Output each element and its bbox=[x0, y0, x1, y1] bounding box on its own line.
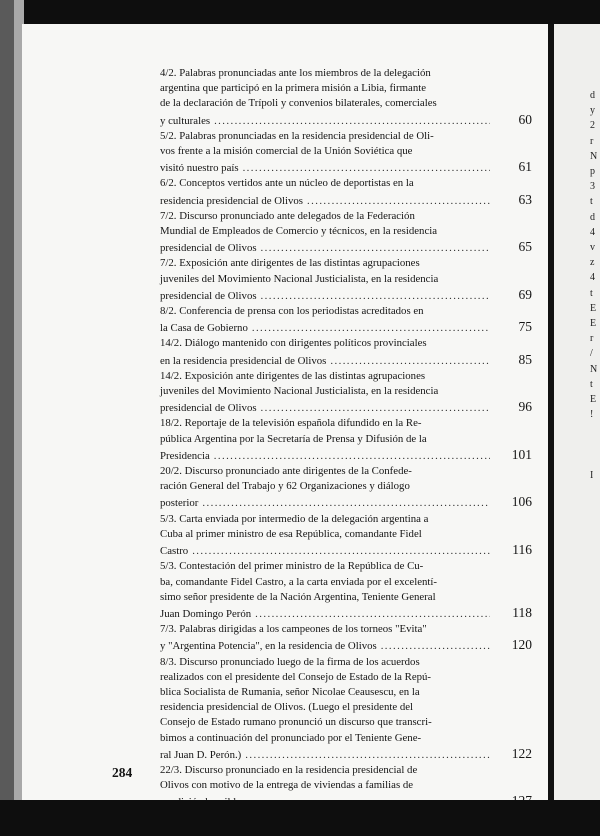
toc-entry-line: Juan Domingo Perón bbox=[160, 607, 252, 620]
adjacent-page-char: 4 bbox=[590, 272, 595, 284]
toc-page-number: 85 bbox=[518, 351, 532, 367]
adjacent-page-char: t bbox=[590, 196, 593, 208]
toc-entry-line: 7/2. Exposición ante dirigentes de las distintas agrupaciones bbox=[160, 257, 420, 270]
toc-entry-line: ral Juan D. Perón.) bbox=[160, 748, 242, 761]
toc-page-number: 60 bbox=[518, 111, 532, 127]
dot-leader bbox=[252, 321, 490, 336]
toc-page-number: 106 bbox=[511, 494, 532, 510]
toc-page-number: 63 bbox=[518, 191, 532, 207]
toc-page-number: 118 bbox=[512, 604, 532, 620]
dot-leader bbox=[261, 401, 490, 416]
toc-entry bbox=[160, 559, 532, 622]
toc-entry-line: 5/3. Contestación del primer ministro de la República de Cu- bbox=[160, 560, 424, 573]
toc-page-number: 101 bbox=[511, 446, 532, 462]
toc-page-number: 120 bbox=[511, 637, 532, 653]
toc-entry-line: 14/2. Diálogo mantenido con dirigentes políticos provinciales bbox=[160, 337, 427, 350]
toc-entry-line: Castro bbox=[160, 545, 189, 558]
toc-entry-last-line bbox=[160, 605, 532, 622]
toc-page-number: 122 bbox=[511, 745, 532, 761]
toc-entry-line: Consejo de Estado rumano pronunció un discurso que transcri- bbox=[160, 716, 432, 729]
page-number: 284 bbox=[112, 765, 133, 780]
dot-leader bbox=[381, 639, 490, 654]
dot-leader bbox=[214, 114, 490, 129]
dot-leader bbox=[214, 449, 490, 464]
toc-entry-line: y culturales bbox=[160, 114, 211, 127]
toc-entry bbox=[160, 512, 532, 560]
dot-leader bbox=[330, 354, 490, 369]
adjacent-page-char: z bbox=[590, 257, 595, 269]
adjacent-page-char: E bbox=[590, 302, 597, 314]
toc-entry-line: Presidencia bbox=[160, 449, 210, 462]
toc-entry bbox=[160, 655, 532, 763]
scan-border-top bbox=[0, 0, 600, 24]
toc-entry-line: posterior bbox=[160, 497, 199, 510]
toc-entry bbox=[160, 304, 532, 336]
toc-entry-line: 18/2. Reportaje de la televisión española difundido en la Re- bbox=[160, 417, 422, 430]
toc-entry-line: pública Argentina por la Secretaría de Prensa y Difusión de la bbox=[160, 432, 427, 445]
adjacent-page-char: I bbox=[590, 470, 594, 481]
toc-entry-line: 14/2. Exposición ante dirigentes de las distintas agrupaciones bbox=[160, 369, 426, 382]
toc-entry-line: 7/2. Discurso pronunciado ante delegados de la Federación bbox=[160, 209, 415, 222]
toc-entry-line: bimos a continuación del pronunciado por el Teniente Gene- bbox=[160, 731, 422, 744]
toc-entry-line: argentina que participó en la primera misión a Libia, firmante bbox=[160, 82, 427, 95]
toc-entry-line: ba, comandante Fidel Castro, a la carta enviada por el excelentí- bbox=[160, 575, 437, 588]
toc-entry-line: 7/3. Palabras dirigidas a los campeones de los torneos "Evita" bbox=[160, 623, 427, 636]
toc-entry-line: juveniles del Movimiento Nacional Justicialista, en la residencia bbox=[160, 272, 439, 285]
toc-entry-line: 8/2. Conferencia de prensa con los periodistas acreditados en bbox=[160, 305, 424, 318]
toc-entry bbox=[160, 176, 532, 208]
dot-leader bbox=[255, 607, 490, 622]
toc-entry-line: Mundial de Empleados de Comercio y técnicos, en la residencia bbox=[160, 225, 438, 238]
dot-leader bbox=[245, 748, 490, 763]
toc-entry-last-line bbox=[160, 637, 532, 654]
toc-entry-last-line bbox=[160, 746, 532, 763]
adjacent-page-char: d bbox=[590, 90, 595, 101]
adjacent-page-char: E bbox=[590, 318, 597, 329]
adjacent-page-char: N bbox=[590, 363, 598, 375]
toc-entry-line: la Casa de Gobierno bbox=[160, 322, 248, 335]
toc-entry bbox=[160, 209, 532, 257]
toc-entry-line: presidencial de Olivos bbox=[160, 402, 257, 415]
toc-entry-last-line bbox=[160, 287, 532, 304]
toc-entry-line: y "Argentina Potencia", en la residencia de Olivos bbox=[160, 640, 377, 653]
toc-entry-line: 22/3. Discurso pronunciado en la residencia presidencial de bbox=[160, 763, 418, 776]
adjacent-page-char: 4 bbox=[590, 226, 595, 238]
toc-entry-line: juveniles del Movimiento Nacional Justicialista, en la residencia bbox=[160, 385, 439, 398]
toc-page-number: 75 bbox=[518, 319, 532, 335]
toc-entry bbox=[160, 66, 532, 129]
toc-entry-line: blica Socialista de Rumania, señor Nicolae Ceausescu, en la bbox=[160, 685, 420, 698]
adjacent-page-char: r bbox=[590, 135, 594, 147]
toc-entry-line: 5/3. Carta enviada por intermedio de la delegación argentina a bbox=[160, 512, 429, 525]
toc-entry-line: presidencial de Olivos bbox=[160, 242, 257, 255]
toc-entry-line: residencia presidencial de Olivos bbox=[160, 194, 304, 207]
toc-entry bbox=[160, 369, 532, 417]
toc-entry-line: visitó nuestro país bbox=[160, 162, 239, 175]
toc-entry-last-line bbox=[160, 494, 532, 511]
adjacent-page-char: y bbox=[590, 105, 595, 117]
dot-leader bbox=[307, 194, 490, 209]
adjacent-page-char: t bbox=[590, 287, 593, 299]
toc-entry bbox=[160, 256, 532, 304]
adjacent-page-char: E bbox=[590, 394, 597, 405]
toc-page-number: 65 bbox=[518, 239, 532, 255]
toc-entry-last-line bbox=[160, 159, 532, 176]
dot-leader bbox=[261, 241, 490, 256]
table-of-contents bbox=[160, 66, 532, 826]
toc-entry-line: 5/2. Palabras pronunciadas en la residencia presidencial de Oli- bbox=[160, 129, 434, 142]
adjacent-page-char: / bbox=[590, 348, 593, 360]
dot-leader bbox=[192, 544, 490, 559]
toc-entry bbox=[160, 622, 532, 654]
toc-entry-last-line bbox=[160, 352, 532, 369]
toc-page-number: 116 bbox=[512, 542, 532, 558]
adjacent-page-char: N bbox=[590, 150, 598, 162]
adjacent-page-char: d bbox=[590, 211, 595, 223]
toc-entry bbox=[160, 416, 532, 464]
toc-entry-line: residencia presidencial de Olivos. (Luego el presidente del bbox=[160, 701, 414, 714]
adjacent-page-char: 2 bbox=[590, 120, 595, 132]
adjacent-page-char: 3 bbox=[590, 181, 595, 193]
toc-entry-last-line bbox=[160, 112, 532, 129]
dot-leader bbox=[261, 289, 490, 304]
toc-entry-last-line bbox=[160, 319, 532, 336]
toc-page-number: 96 bbox=[518, 399, 532, 415]
adjacent-page-char: ! bbox=[590, 409, 594, 421]
toc-entry-last-line bbox=[160, 447, 532, 464]
toc-entry-line: realizados con el presidente del Consejo de Estado de la Repú- bbox=[160, 670, 432, 683]
toc-entry-last-line bbox=[160, 192, 532, 209]
toc-entry-line: 8/3. Discurso pronunciado luego de la firma de los acuerdos bbox=[160, 655, 420, 668]
toc-entry-line: 4/2. Palabras pronunciadas ante los miembros de la delegación bbox=[160, 67, 431, 79]
toc-page-number: 61 bbox=[518, 159, 532, 175]
dot-leader bbox=[243, 161, 490, 176]
toc-entry-line: Olivos con motivo de la entrega de viviendas a familias de bbox=[160, 779, 414, 792]
adjacent-page-char: t bbox=[590, 378, 593, 390]
toc-page-number: 69 bbox=[518, 286, 532, 302]
adjacent-page-char: v bbox=[590, 242, 595, 253]
toc-entry bbox=[160, 129, 532, 177]
adjacent-page-char: r bbox=[590, 333, 594, 345]
dot-leader bbox=[202, 496, 490, 511]
toc-entry-line: Cuba al primer ministro de esa República, comandante Fidel bbox=[160, 527, 422, 540]
toc-entry-line: ración General del Trabajo y 62 Organizaciones y diálogo bbox=[160, 480, 410, 493]
toc-entry-last-line bbox=[160, 542, 532, 559]
scan-border-bottom bbox=[0, 800, 600, 836]
toc-entry-last-line bbox=[160, 399, 532, 416]
toc-entry-line: de la declaración de Trípoli y convenios bilaterales, comerciales bbox=[160, 97, 437, 110]
toc-entry-line: simo señor presidente de la Nación Argentina, Teniente General bbox=[160, 590, 436, 603]
adjacent-page-char: p bbox=[590, 166, 595, 177]
toc-entry-line: 6/2. Conceptos vertidos ante un núcleo de deportistas en la bbox=[160, 177, 414, 190]
toc-entry-last-line bbox=[160, 239, 532, 256]
toc-entry bbox=[160, 336, 532, 368]
toc-entry-line: en la residencia presidencial de Olivos bbox=[160, 354, 327, 367]
toc-entry-line: presidencial de Olivos bbox=[160, 289, 257, 302]
toc-entry bbox=[160, 464, 532, 512]
toc-entry-line: 20/2. Discurso pronunciado ante dirigentes de la Confede- bbox=[160, 465, 412, 478]
toc-entry-line: vos frente a la misión comercial de la Unión Soviética que bbox=[160, 145, 413, 158]
adjacent-page-edge bbox=[554, 24, 600, 800]
